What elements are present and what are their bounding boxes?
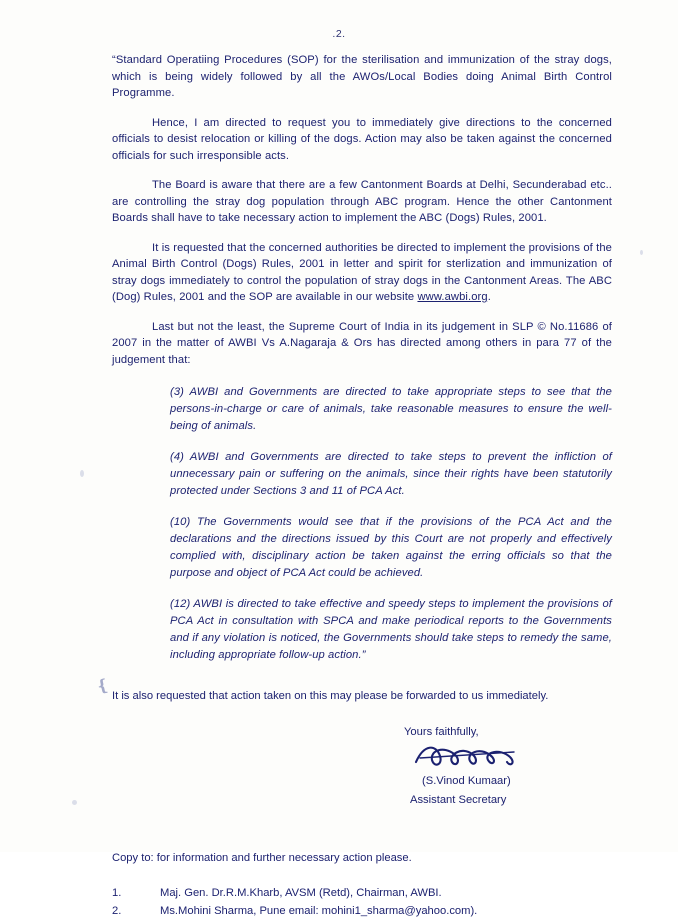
paragraph-4 [112,240,612,306]
copy-to-line: Copy to: for information and further necessary action please. [112,851,412,864]
quote-item-12: (12) AWBI is directed to take effective and speedy steps to implement the provisions of PCA Act in consultation with SPCA and make periodical reports to the Governments and if any violation is noticed, the Governments should take steps to remedy the same, including appropriate follow-up action.” [170,598,612,661]
list-item-number: 2. [112,904,122,917]
paragraph-3: The Board is aware that there are a few Cantonment Boards at Delhi, Secunderabad etc.. are controlling the stray dog population through ABC program. Hence the other Cantonment Boards shall have to take necessary action to implement the ABC (Dogs) Rules, 2001. [112,179,612,224]
handwritten-signature-icon [410,744,560,770]
paragraph-4-text: It is requested that the concerned authorities be directed to implement the provisions of the Animal Birth Control (Dogs) Rules, 2001 in letter and spirit for sterlization and immunization of stray dogs immediately to control the population of stray dogs in the Cantonment Areas. The ABC (Dog) Rules, 2001 and the SOP are available in our website [112,241,612,303]
page-number: .2. [332,28,346,40]
quote-item-4: (4) AWBI and Governments are directed to take steps to prevent the infliction of unnecessary pain or suffering on the animals, since their rights have been statutorily protected under Sections 3 and 11 of PCA Act. [170,451,612,497]
paragraph-2: Hence, I am directed to request you to immediately give directions to the concerned officials to desist relocation or killing of the dogs. Action may also be taken against the concerned officials for such irresponsible acts. [112,116,612,162]
list-item [112,902,612,920]
paragraph-5: Last but not the least, the Supreme Court of India in its judgement in SLP © No.11686 of 2007 in the matter of AWBI Vs A.Nagaraja & Ors has directed among others in para 77 of the judgement that: [112,320,612,366]
quote-block [112,384,612,664]
list-item-text: Maj. Gen. Dr.R.M.Kharb, AVSM (Retd), Chairman, AWBI. [160,886,442,899]
page-artifact-3 [640,250,643,255]
website-link[interactable]: www.awbi.org [417,291,488,303]
closing-paragraph: It is also requested that action taken on this may please be forwarded to us immediately. [112,690,549,702]
signatory-name: (S.Vinod Kumaar) [422,774,511,787]
paragraph-1: “Standard Operatiing Procedures (SOP) for the sterilisation and immunization of the stray dogs, which is being widely followed by all the AWOs/Local Bodies doing Animal Birth Control Programme. [112,54,612,99]
signature-salutation: Yours faithfully, [404,725,479,738]
list-item-number: 1. [112,886,122,899]
quote-item-10: (10) The Governments would see that if the provisions of the PCA Act and the declarations and the directions issued by this Court are not properly and effectively complied with, disciplinary action be taken against the erring officials so that the purpose and object of PCA Act could be achieved. [170,516,612,579]
copy-to-list [112,884,612,920]
page-artifact-2 [72,800,77,805]
quote-item-3: (3) AWBI and Governments are directed to take appropriate steps to see that the persons-in-charge or care of animals, take reasonable measures to ensure the well-being of animals. [170,386,612,432]
signature-block [112,723,612,810]
margin-mark: ❴ [94,676,112,697]
document-body [112,52,612,920]
signatory-title: Assistant Secretary [410,793,507,806]
list-item [112,884,612,902]
website-trailer: . [487,291,491,303]
list-item-text: Ms.Mohini Sharma, Pune email: mohini1_sharma@yahoo.com). [160,904,478,917]
page-artifact-1 [80,470,84,477]
